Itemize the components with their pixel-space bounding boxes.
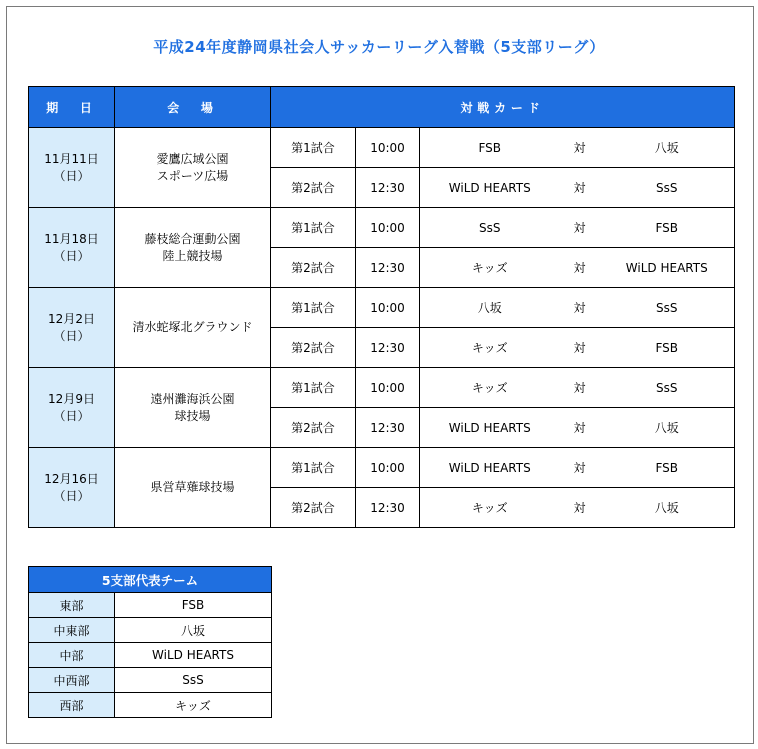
kickoff-time: 10:00	[356, 208, 420, 248]
match-number: 第2試合	[271, 168, 356, 208]
away-team: FSB	[600, 328, 735, 368]
representatives-table	[28, 566, 272, 718]
away-team: 八坂	[600, 128, 735, 168]
away-team: 八坂	[600, 408, 735, 448]
venue-name: 県営草薙球技場	[150, 480, 235, 494]
venue-cell	[115, 128, 271, 208]
away-team: SsS	[600, 368, 735, 408]
home-team: WiLD HEARTS	[420, 168, 560, 208]
header-date: 期 日	[29, 87, 115, 128]
versus-label: 対	[560, 368, 600, 408]
home-team: SsS	[420, 208, 560, 248]
schedule-header-row	[29, 87, 735, 128]
away-team: FSB	[600, 208, 735, 248]
table-row	[29, 288, 735, 328]
versus-label: 対	[560, 488, 600, 528]
date-text: 12月9日	[48, 391, 95, 406]
match-number: 第1試合	[271, 448, 356, 488]
home-team: キッズ	[420, 368, 560, 408]
schedule-table	[28, 86, 735, 528]
away-team: FSB	[600, 448, 735, 488]
weekday-text: （日）	[53, 408, 90, 423]
versus-label: 対	[560, 408, 600, 448]
home-team: FSB	[420, 128, 560, 168]
representatives-header: 5支部代表チーム	[29, 567, 272, 593]
match-number: 第2試合	[271, 248, 356, 288]
page-title: 平成24年度静岡県社会人サッカーリーグ入替戦（5支部リーグ）	[153, 38, 605, 56]
table-row	[29, 618, 272, 643]
header-venue: 会 場	[115, 87, 271, 128]
home-team: 八坂	[420, 288, 560, 328]
table-row	[29, 643, 272, 668]
versus-label: 対	[560, 328, 600, 368]
kickoff-time: 10:00	[356, 288, 420, 328]
away-team: SsS	[600, 168, 735, 208]
versus-label: 対	[560, 208, 600, 248]
team-name: 八坂	[115, 618, 272, 643]
versus-label: 対	[560, 248, 600, 288]
venue-cell	[115, 448, 271, 528]
kickoff-time: 12:30	[356, 328, 420, 368]
table-row	[29, 368, 735, 408]
versus-label: 対	[560, 448, 600, 488]
match-number: 第1試合	[271, 288, 356, 328]
date-cell	[29, 128, 115, 208]
branch-name: 中西部	[29, 668, 115, 693]
branch-name: 中部	[29, 643, 115, 668]
venue-subname: 球技場	[174, 408, 211, 423]
versus-label: 対	[560, 128, 600, 168]
team-name: WiLD HEARTS	[115, 643, 272, 668]
kickoff-time: 10:00	[356, 368, 420, 408]
venue-name: 清水蛇塚北グラウンド	[132, 320, 253, 334]
table-row	[29, 593, 272, 618]
table-row	[29, 448, 735, 488]
kickoff-time: 12:30	[356, 488, 420, 528]
versus-label: 対	[560, 168, 600, 208]
date-text: 12月16日	[44, 471, 99, 486]
home-team: キッズ	[420, 328, 560, 368]
match-number: 第2試合	[271, 488, 356, 528]
branch-name: 中東部	[29, 618, 115, 643]
date-text: 11月18日	[44, 231, 99, 246]
match-number: 第2試合	[271, 408, 356, 448]
representatives-header-row	[29, 567, 272, 593]
table-row	[29, 128, 735, 168]
match-number: 第2試合	[271, 328, 356, 368]
versus-label: 対	[560, 288, 600, 328]
branch-name: 西部	[29, 693, 115, 718]
kickoff-time: 12:30	[356, 408, 420, 448]
team-name: キッズ	[115, 693, 272, 718]
kickoff-time: 10:00	[356, 128, 420, 168]
kickoff-time: 12:30	[356, 168, 420, 208]
home-team: キッズ	[420, 488, 560, 528]
date-cell	[29, 288, 115, 368]
header-match-card: 対戦カード	[271, 87, 735, 128]
match-number: 第1試合	[271, 368, 356, 408]
venue-name: 藤枝総合運動公園	[144, 231, 241, 246]
match-number: 第1試合	[271, 208, 356, 248]
table-row	[29, 693, 272, 718]
branch-name: 東部	[29, 593, 115, 618]
team-name: SsS	[115, 668, 272, 693]
team-name: FSB	[115, 593, 272, 618]
venue-cell	[115, 208, 271, 288]
date-cell	[29, 368, 115, 448]
away-team: WiLD HEARTS	[600, 248, 735, 288]
venue-name: 愛鷹広域公園	[156, 151, 229, 166]
venue-subname: スポーツ広場	[156, 168, 229, 183]
match-number: 第1試合	[271, 128, 356, 168]
weekday-text: （日）	[53, 248, 90, 263]
venue-name: 遠州灘海浜公園	[150, 391, 235, 406]
date-text: 11月11日	[44, 151, 99, 166]
weekday-text: （日）	[53, 168, 90, 183]
weekday-text: （日）	[53, 328, 90, 343]
date-cell	[29, 448, 115, 528]
weekday-text: （日）	[53, 488, 90, 503]
home-team: WiLD HEARTS	[420, 408, 560, 448]
date-text: 12月2日	[48, 311, 95, 326]
table-row	[29, 668, 272, 693]
away-team: 八坂	[600, 488, 735, 528]
venue-subname: 陸上競技場	[162, 248, 223, 263]
date-cell	[29, 208, 115, 288]
table-row	[29, 208, 735, 248]
venue-cell	[115, 368, 271, 448]
home-team: WiLD HEARTS	[420, 448, 560, 488]
away-team: SsS	[600, 288, 735, 328]
home-team: キッズ	[420, 248, 560, 288]
venue-cell	[115, 288, 271, 368]
kickoff-time: 12:30	[356, 248, 420, 288]
kickoff-time: 10:00	[356, 448, 420, 488]
